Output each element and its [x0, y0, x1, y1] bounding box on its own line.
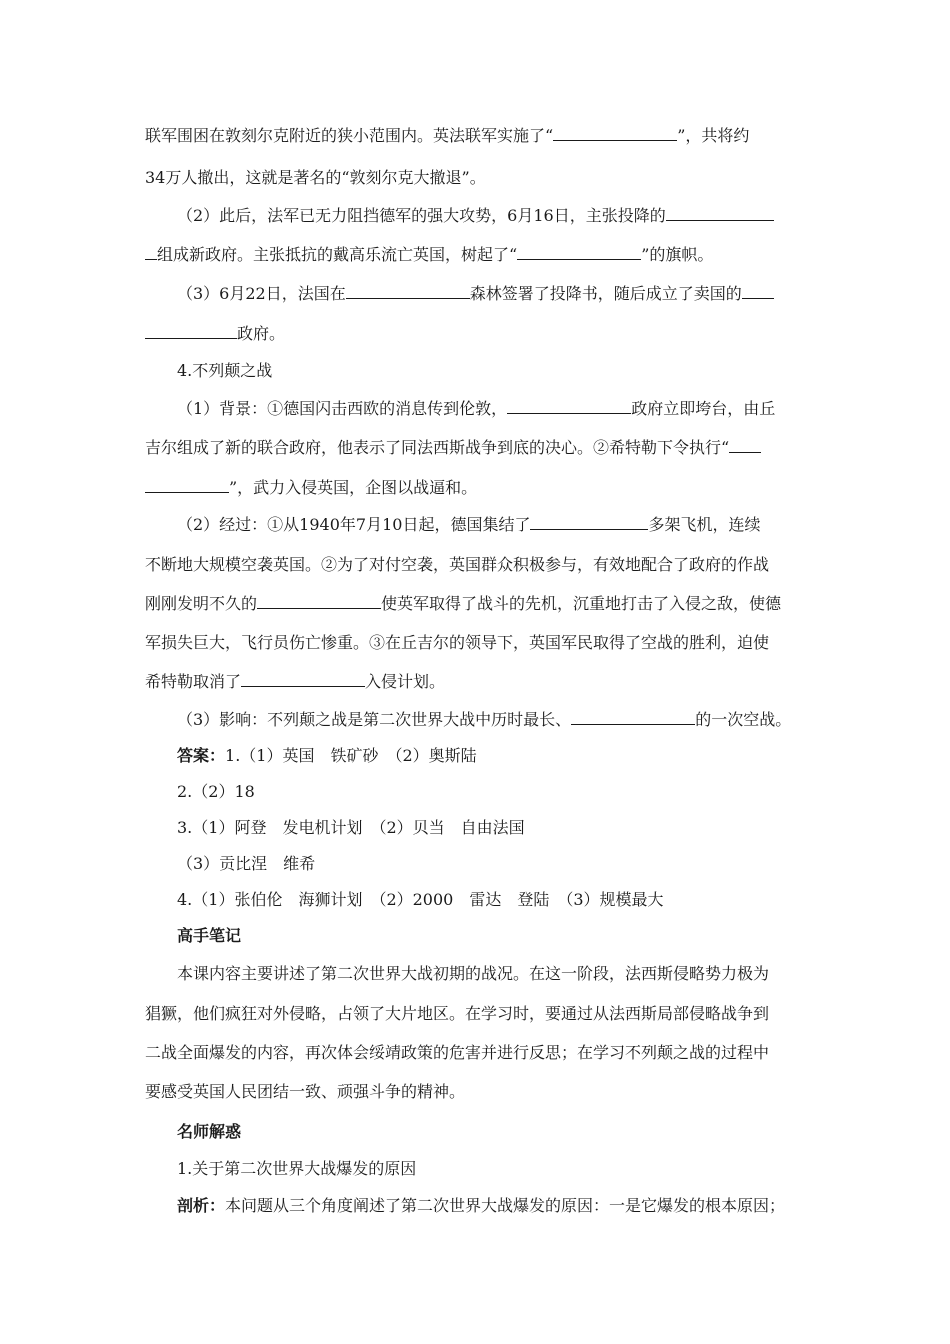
- text-line: [145, 1002, 769, 1026]
- answer-blank: [241, 671, 365, 687]
- text-run: 组成新政府。主张抵抗的戴高乐流亡英国，树起了“: [157, 245, 518, 264]
- text-run: ”，共将约: [677, 126, 750, 145]
- text-run: 政府。: [237, 324, 286, 343]
- text-run: 联军围困在敦刻尔克附近的狭小范围内。英法联军实施了“: [145, 126, 554, 145]
- text-run: 希特勒取消了: [145, 672, 242, 691]
- answer-label: 答案：: [177, 746, 226, 765]
- text-run: 3.（1）阿登 发电机计划 （2）贝当 自由法国: [177, 818, 525, 837]
- text-run: ”，武力入侵英国，企图以战逼和。: [229, 478, 478, 497]
- text-run: 名师解惑: [177, 1122, 242, 1141]
- text-run: （2）经过：①从1940年7月10日起，德国集结了: [177, 515, 531, 534]
- answer-line: [177, 888, 664, 912]
- text-run: 多架飞机，连续: [648, 515, 761, 534]
- text-run: 政府立即垮台，由丘: [631, 399, 776, 418]
- text-line: [177, 397, 775, 421]
- answer-blank: [257, 593, 381, 609]
- text-run: 刚刚发明不久的: [145, 594, 258, 613]
- text-line: [145, 476, 477, 500]
- text-run: 入侵计划。: [365, 672, 446, 691]
- text-run: 4.（1）张伯伦 海狮计划 （2）2000 雷达 登陆 （3）规模最大: [177, 890, 664, 909]
- text-line: [145, 553, 769, 577]
- answer-blank: [517, 244, 641, 260]
- text-line: [145, 166, 486, 190]
- text-run: （2）此后，法军已无力阻挡德军的强大攻势，6月16日，主张投降的: [177, 206, 666, 225]
- text-run: 本问题从三个角度阐述了第二次世界大战爆发的原因：一是它爆发的根本原因；: [225, 1196, 786, 1215]
- text-run: 2.（2）18: [177, 782, 255, 801]
- text-run: 34万人撤出，这就是著名的“敦刻尔克大撤退”。: [145, 168, 486, 187]
- text-run: 军损失巨大，飞行员伤亡惨重。③在丘吉尔的领导下，英国军民取得了空战的胜利，迫使: [145, 633, 770, 652]
- text-run: 使英军取得了战斗的先机，沉重地打击了入侵之敌，使德: [381, 594, 782, 613]
- text-run: （3）影响：不列颠之战是第二次世界大战中历时最长、: [177, 710, 572, 729]
- answer-line: [177, 780, 255, 804]
- answer-line: [177, 816, 525, 840]
- text-line: [145, 124, 749, 148]
- section-heading: [177, 1120, 241, 1144]
- text-line: [145, 631, 769, 655]
- text-run: （3）贡比涅 维希: [177, 854, 316, 873]
- section-heading: [177, 924, 241, 948]
- text-line: [177, 513, 760, 537]
- answer-blank: [145, 477, 229, 493]
- text-line: [145, 436, 761, 460]
- text-line: [145, 1080, 465, 1104]
- answer-line: [177, 744, 477, 768]
- text-run: ”的旗帜。: [641, 245, 714, 264]
- text-run: 森林签署了投降书，随后成立了卖国的: [469, 284, 742, 303]
- text-run: （1）背景：①德国闪击西欧的消息传到伦敦，: [177, 399, 508, 418]
- answer-blank: [729, 437, 761, 453]
- text-run: 的一次空战。: [695, 710, 792, 729]
- text-line: [177, 204, 774, 228]
- text-run: 要感受英国人民团结一致、顽强斗争的精神。: [145, 1082, 466, 1101]
- text-run: 1.关于第二次世界大战爆发的原因: [177, 1159, 417, 1178]
- section-heading: [177, 359, 272, 383]
- text-run: 高手笔记: [177, 926, 242, 945]
- text-run: 猖獗，他们疯狂对外侵略，占领了大片地区。在学习时，要通过从法西斯局部侵略战争到: [145, 1004, 770, 1023]
- text-line: [177, 1194, 785, 1218]
- text-line: [145, 243, 713, 267]
- analysis-label: 剖析：: [177, 1196, 226, 1215]
- text-line: [145, 592, 781, 616]
- text-run: 1.（1）英国 铁矿砂 （2）奥斯陆: [225, 746, 477, 765]
- answer-blank: [553, 125, 677, 141]
- answer-blank: [145, 323, 237, 339]
- text-line: [177, 962, 769, 986]
- answer-blank: [346, 283, 470, 299]
- answer-blank: [666, 205, 774, 221]
- answer-blank: [571, 709, 695, 725]
- answer-blank: [145, 244, 157, 260]
- text-line: [177, 282, 774, 306]
- text-line: [145, 1041, 769, 1065]
- text-line: [177, 1157, 416, 1181]
- text-line: [145, 670, 445, 694]
- answer-blank: [530, 514, 648, 530]
- text-run: （3）6月22日，法国在: [177, 284, 346, 303]
- text-run: 二战全面爆发的内容，再次体会绥靖政策的危害并进行反思；在学习不列颠之战的过程中: [145, 1043, 770, 1062]
- answer-blank: [742, 283, 774, 299]
- text-line: [177, 708, 791, 732]
- answer-line: [177, 852, 315, 876]
- text-run: 吉尔组成了新的联合政府，他表示了同法西斯战争到底的决心。②希特勒下令执行“: [145, 438, 730, 457]
- text-run: 本课内容主要讲述了第二次世界大战初期的战况。在这一阶段，法西斯侵略势力极为: [177, 964, 770, 983]
- text-run: 不断地大规模空袭英国。②为了对付空袭，英国群众积极参与，有效地配合了政府的作战: [145, 555, 770, 574]
- text-line: [145, 322, 285, 346]
- answer-blank: [507, 398, 631, 414]
- text-run: 4.不列颠之战: [177, 361, 273, 380]
